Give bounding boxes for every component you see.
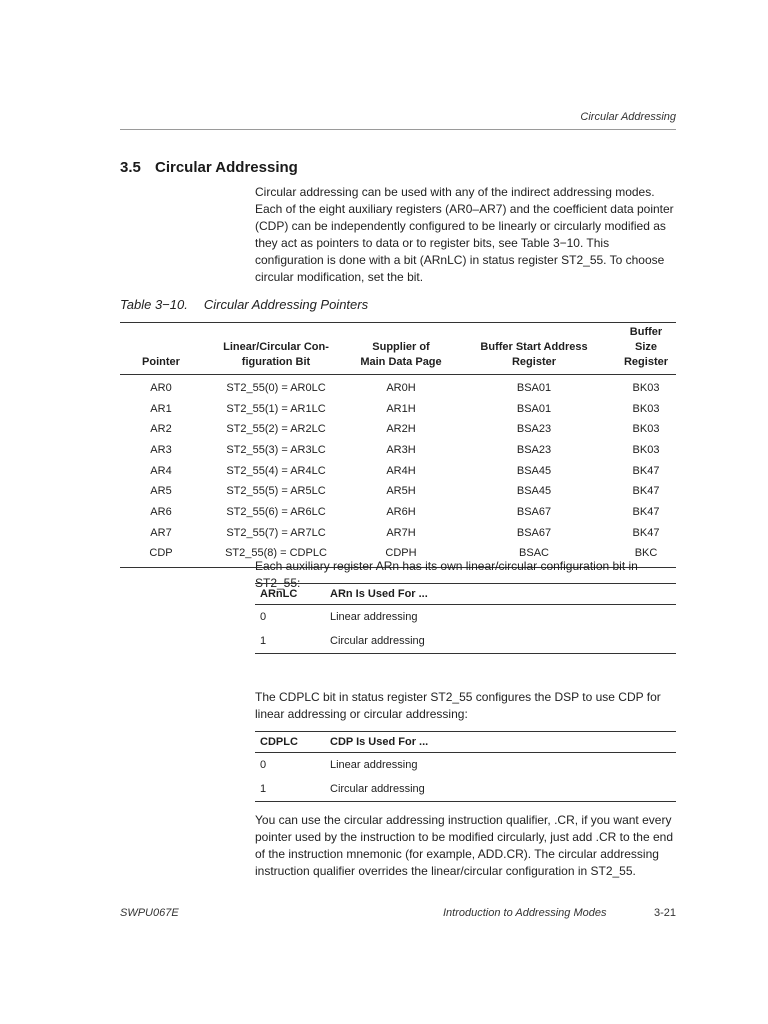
table-caption-label: Table 3−10. bbox=[120, 297, 188, 312]
table-row bbox=[120, 375, 676, 399]
arnlc-table bbox=[255, 583, 676, 654]
table-cell: BSA67 bbox=[516, 505, 552, 518]
table-cell: Circular addressing bbox=[325, 629, 676, 654]
table-cell: AR2H bbox=[386, 423, 416, 436]
table-cell: AR1 bbox=[150, 402, 172, 415]
intro-paragraph: Circular addressing can be used with any of the indirect addressing modes. Each of the eight auxiliary registers (AR0–AR7) and the coefficient data pointer (CDP) can be independently configured to be linearly or circularly modified as they act as pointers to data or to register bits, see Table 3−10. This configuration is done with a bit (ARnLC) in status register ST2_55. To choose circular modification, set the bit. bbox=[255, 185, 674, 284]
table-cell: AR2 bbox=[150, 423, 172, 436]
section-number: 3.5 bbox=[120, 159, 141, 176]
table-cell: Linear addressing bbox=[330, 611, 418, 623]
table-cell: CDP bbox=[120, 544, 202, 568]
table-cell: 1 bbox=[255, 777, 325, 802]
table-cell: AR4H bbox=[386, 464, 416, 477]
table-cell: AR6H bbox=[386, 505, 416, 518]
table-header-row bbox=[255, 584, 676, 605]
table-cell: 0 bbox=[260, 611, 267, 623]
table-cell: AR6 bbox=[150, 505, 172, 518]
table-cell: BK47 bbox=[632, 485, 660, 498]
cdplc-table bbox=[255, 731, 676, 802]
footer-doc-id: SWPU067E bbox=[120, 907, 179, 919]
table-cell: ST2_55(4) = AR4LC bbox=[226, 464, 326, 477]
table-cell: AR1H bbox=[386, 402, 416, 415]
running-header: Circular Addressing bbox=[580, 111, 676, 123]
table-cell: AR7H bbox=[386, 526, 416, 539]
footer-page-number: 3-21 bbox=[653, 907, 676, 919]
table-row bbox=[120, 481, 676, 502]
footer-chapter-title: Introduction to Addressing Modes bbox=[443, 907, 607, 919]
section-heading bbox=[120, 159, 298, 176]
table-cell: BSA01 bbox=[516, 402, 552, 415]
column-header: Buffer Start Address Register bbox=[452, 323, 616, 375]
cdplc-intro-paragraph: The CDPLC bit in status register ST2_55 configures the DSP to use CDP for linear addressing or circular addressing: bbox=[255, 690, 661, 721]
table-row bbox=[120, 461, 676, 482]
column-header: CDP Is Used For ... bbox=[325, 732, 676, 753]
table-cell: BK03 bbox=[632, 443, 660, 456]
table-cell: BSA23 bbox=[516, 423, 552, 436]
column-header: Pointer bbox=[120, 323, 202, 375]
table-cell: AR3 bbox=[150, 443, 172, 456]
table-cell: 0 bbox=[260, 759, 267, 771]
column-header: Buffer Size Register bbox=[616, 323, 676, 375]
table-cell: AR4 bbox=[150, 464, 172, 477]
table-cell: BKC bbox=[616, 544, 676, 568]
table-cell: ST2_55(7) = AR7LC bbox=[226, 526, 326, 539]
table-cell: AR0H bbox=[386, 381, 416, 394]
section-title: Circular Addressing bbox=[155, 159, 298, 176]
table-header-row bbox=[120, 323, 676, 375]
column-header: ARn Is Used For ... bbox=[325, 584, 676, 605]
table-cell: CDPH bbox=[350, 544, 452, 568]
table-cell: AR3H bbox=[386, 443, 416, 456]
table-row bbox=[255, 777, 676, 802]
table-row bbox=[120, 399, 676, 420]
table-cell: Linear addressing bbox=[330, 759, 418, 771]
table-cell: ST2_55(3) = AR3LC bbox=[226, 443, 326, 456]
column-header: CDPLC bbox=[255, 732, 325, 753]
table-cell: BK03 bbox=[632, 381, 660, 394]
table-cell: ST2_55(1) = AR1LC bbox=[226, 402, 326, 415]
table-cell: BK47 bbox=[632, 526, 660, 539]
table-cell: BSA67 bbox=[516, 526, 552, 539]
circular-addressing-pointers-table bbox=[120, 322, 676, 568]
table-caption-title: Circular Addressing Pointers bbox=[203, 297, 369, 312]
table-cell: ST2_55(5) = AR5LC bbox=[226, 485, 326, 498]
column-header: Supplier of Main Data Page bbox=[350, 323, 452, 375]
table-row bbox=[120, 502, 676, 523]
table-caption bbox=[120, 297, 368, 312]
header-rule bbox=[120, 129, 676, 130]
column-header: ARnLC bbox=[255, 584, 325, 605]
table-cell: AR0 bbox=[150, 381, 172, 394]
table-cell: AR5H bbox=[386, 485, 416, 498]
table-cell: BK47 bbox=[632, 505, 660, 518]
table-row bbox=[120, 419, 676, 440]
table-row bbox=[120, 440, 676, 461]
table-cell: AR7 bbox=[150, 526, 172, 539]
table-cell: AR5 bbox=[150, 485, 172, 498]
table-cell: ST2_55(2) = AR2LC bbox=[226, 423, 326, 436]
table-cell: ST2_55(6) = AR6LC bbox=[226, 505, 326, 518]
table-row bbox=[255, 753, 676, 778]
table-cell: BSA45 bbox=[516, 485, 552, 498]
table-cell: 1 bbox=[255, 629, 325, 654]
table-cell: BSA45 bbox=[516, 464, 552, 477]
column-header: Linear/Circular Con- figuration Bit bbox=[202, 323, 350, 375]
arnlc-intro-paragraph: Each auxiliary register ARn has its own linear/circular configuration bit in ST2_55: bbox=[255, 559, 638, 590]
table-cell: BSA23 bbox=[516, 443, 552, 456]
table-cell: BK03 bbox=[632, 402, 660, 415]
table-row bbox=[255, 605, 676, 630]
table-cell: ST2_55(8) = CDPLC bbox=[202, 544, 350, 568]
table-cell: ST2_55(0) = AR0LC bbox=[226, 381, 326, 394]
table-header-row bbox=[255, 732, 676, 753]
qualifier-paragraph: You can use the circular addressing instruction qualifier, .CR, if you want every pointer used by the instruction to be modified circularly, just add .CR to the end of the instruction mnemonic (for example, ADD.CR). The circular addressing instruction qualifier overrides the linear/circular configuration in ST2_55. bbox=[255, 813, 674, 878]
table-cell: BSAC bbox=[452, 544, 616, 568]
table-cell: Circular addressing bbox=[325, 777, 676, 802]
table-cell: BK47 bbox=[632, 464, 660, 477]
table-row bbox=[255, 629, 676, 654]
table-cell: BSA01 bbox=[516, 381, 552, 394]
table-cell: BK03 bbox=[632, 423, 660, 436]
table-row bbox=[120, 523, 676, 544]
